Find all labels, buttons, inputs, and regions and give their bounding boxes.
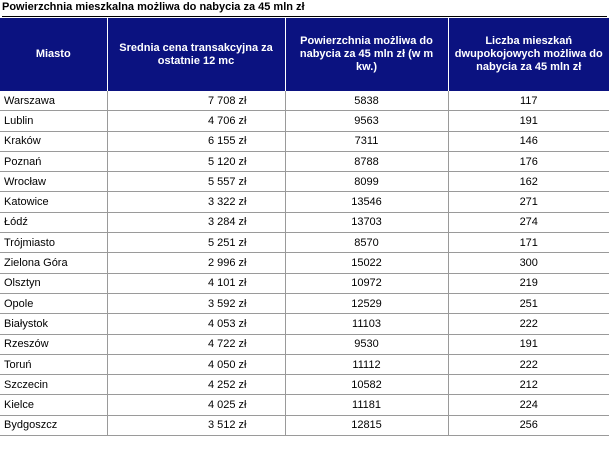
city-cell: Wrocław: [0, 172, 107, 192]
city-cell: Poznań: [0, 151, 107, 171]
table-row: [0, 192, 609, 212]
flats-cell: 146: [448, 131, 609, 151]
header-row: [0, 18, 609, 91]
table-row: [0, 91, 609, 111]
price-cell: 5 557 zł: [107, 172, 285, 192]
table-row: [0, 273, 609, 293]
flats-cell: 251: [448, 293, 609, 313]
price-cell: 3 512 zł: [107, 415, 285, 435]
header-price: Srednia cena transakcyjna za ostatnie 12 mc: [107, 18, 285, 91]
price-cell: 5 251 zł: [107, 233, 285, 253]
price-cell: 4 722 zł: [107, 334, 285, 354]
area-cell: 11112: [285, 354, 448, 374]
flats-cell: 224: [448, 395, 609, 415]
table-row: [0, 233, 609, 253]
city-cell: Trójmiasto: [0, 233, 107, 253]
city-cell: Łódź: [0, 212, 107, 232]
price-cell: 2 996 zł: [107, 253, 285, 273]
table-body: [0, 91, 609, 436]
table-row: [0, 375, 609, 395]
table-row: [0, 151, 609, 171]
area-cell: 5838: [285, 91, 448, 111]
flats-cell: 176: [448, 151, 609, 171]
area-cell: 10972: [285, 273, 448, 293]
flats-cell: 117: [448, 91, 609, 111]
city-cell: Zielona Góra: [0, 253, 107, 273]
area-cell: 8099: [285, 172, 448, 192]
area-cell: 9530: [285, 334, 448, 354]
table-row: [0, 334, 609, 354]
flats-cell: 271: [448, 192, 609, 212]
table-row: [0, 293, 609, 313]
table-row: [0, 314, 609, 334]
header-flats: Liczba mieszkań dwupokojowych możliwa do nabycia za 45 mln zł: [448, 18, 609, 91]
table-row: [0, 111, 609, 131]
city-cell: Kraków: [0, 131, 107, 151]
city-cell: Kielce: [0, 395, 107, 415]
table-row: [0, 354, 609, 374]
city-cell: Katowice: [0, 192, 107, 212]
table-row: [0, 253, 609, 273]
city-cell: Toruń: [0, 354, 107, 374]
table-row: [0, 415, 609, 435]
city-cell: Szczecin: [0, 375, 107, 395]
flats-cell: 222: [448, 314, 609, 334]
housing-table: [0, 18, 609, 436]
price-cell: 4 252 zł: [107, 375, 285, 395]
price-cell: 4 025 zł: [107, 395, 285, 415]
price-cell: 4 706 zł: [107, 111, 285, 131]
flats-cell: 256: [448, 415, 609, 435]
price-cell: 5 120 zł: [107, 151, 285, 171]
area-cell: 13546: [285, 192, 448, 212]
flats-cell: 191: [448, 334, 609, 354]
table-row: [0, 172, 609, 192]
price-cell: 4 050 zł: [107, 354, 285, 374]
area-cell: 15022: [285, 253, 448, 273]
city-cell: Białystok: [0, 314, 107, 334]
table-row: [0, 395, 609, 415]
area-cell: 12529: [285, 293, 448, 313]
city-cell: Bydgoszcz: [0, 415, 107, 435]
flats-cell: 222: [448, 354, 609, 374]
price-cell: 3 322 zł: [107, 192, 285, 212]
area-cell: 11103: [285, 314, 448, 334]
area-cell: 7311: [285, 131, 448, 151]
flats-cell: 171: [448, 233, 609, 253]
price-cell: 3 592 zł: [107, 293, 285, 313]
header-city: Miasto: [0, 18, 107, 91]
city-cell: Olsztyn: [0, 273, 107, 293]
table-title: Powierzchnia mieszkalna możliwa do nabycia za 45 mln zł: [2, 0, 607, 17]
city-cell: Opole: [0, 293, 107, 313]
price-cell: 4 101 zł: [107, 273, 285, 293]
area-cell: 11181: [285, 395, 448, 415]
area-cell: 12815: [285, 415, 448, 435]
flats-cell: 191: [448, 111, 609, 131]
price-cell: 4 053 zł: [107, 314, 285, 334]
flats-cell: 219: [448, 273, 609, 293]
city-cell: Warszawa: [0, 91, 107, 111]
price-cell: 7 708 zł: [107, 91, 285, 111]
area-cell: 10582: [285, 375, 448, 395]
area-cell: 8570: [285, 233, 448, 253]
table-row: [0, 131, 609, 151]
area-cell: 13703: [285, 212, 448, 232]
flats-cell: 274: [448, 212, 609, 232]
price-cell: 3 284 zł: [107, 212, 285, 232]
city-cell: Rzeszów: [0, 334, 107, 354]
flats-cell: 300: [448, 253, 609, 273]
table-row: [0, 212, 609, 232]
flats-cell: 212: [448, 375, 609, 395]
area-cell: 9563: [285, 111, 448, 131]
header-area: Powierzchnia możliwa do nabycia za 45 mln zł (w m kw.): [285, 18, 448, 91]
city-cell: Lublin: [0, 111, 107, 131]
price-cell: 6 155 zł: [107, 131, 285, 151]
area-cell: 8788: [285, 151, 448, 171]
flats-cell: 162: [448, 172, 609, 192]
